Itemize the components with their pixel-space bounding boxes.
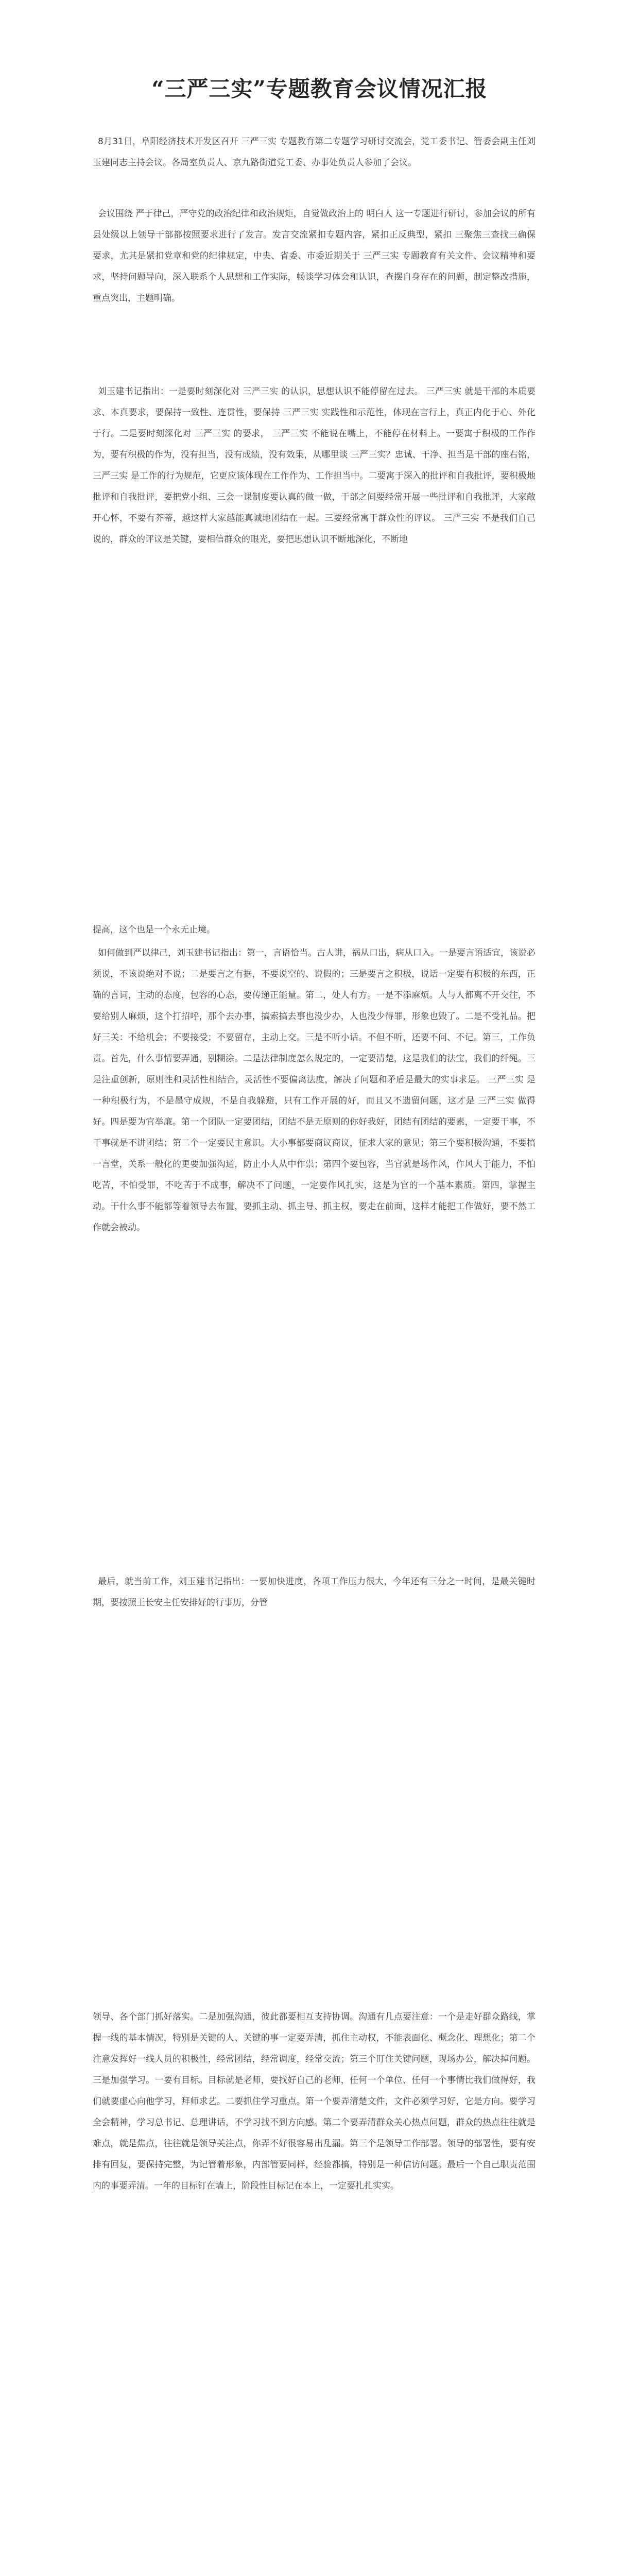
paragraph-6: 最后，就当前工作，刘玉建书记指出：一要加快进度，各项工作压力很大，今年还有三分之一时间，是最关键时期，要按照王长安主任安排好的行事历，分管 bbox=[93, 1577, 536, 1608]
paragraph-5: 如何做到严以律己，刘玉建书记指出：第一，言语恰当。古人讲，祸从口出，病从口入。一是要言语适宜，该说必须说，不该说绝对不说；二是要言之有据，不要说空的、说假的；三是要言之积极，说话一定要有积极的东西，正确的言词，主动的态度，包容的心态，要传递正能量。第二，处人有方。一是不添麻烦。人与人都离不开交往，不要给别人麻烦，这个打招呼，那个去办事，搞索搞去事也没少办，人也没少得罪，形象也毁了。二是不受礼品。把好三关：不给机会；不要接受；不要留存，主动上交。三是不听小话。不但不听，还要不问、不记。第三，工作负责。首先，什么事情要弄通，别糊涂。二是法律制度怎么规定的，一定要清楚，这是我们的法宝，我们的纤绳。三是注重创新，原则性和灵活性相结合，灵活性不要偏离法度，解决了问题和矛盾是最大的实事求是。 三严三实 是一种积极行为，不是墨守成规，不是自我躲避，只有工作开展的好，而且又不遗留问题，这才是 三严三实 做得好。四是要为官举廉。第一个团队一定要团结，团结不是无原则的你好我好，团结有团结的要素，一定要干事，不干事就是不讲团结；第二个一定要民主意识。大小事都要商议商议，征求大家的意见；第三个要积极沟通，不要搞一言堂，关系一般化的更要加强沟通，防止小人从中作祟；第四个要包容，当官就是场作风，作风大于能力，不怕吃苦，不怕受罪，不吃苦于不成事，解决不了问题，一定要作风扎实，这是为官的一个基本素质。第四，掌握主动。干什么事不能都等着领导去布置，要抓主动、抓主导、抓主权，要走在前面，这样才能把工作做好，要不然工作就会被动。 bbox=[93, 948, 536, 1233]
paragraph-3: 刘玉建书记指出：一是要时刻深化对 三严三实 的认识，思想认识不能停留在过去。 三严三实 就是干部的本质要求、本真要求，要保持一致性、连贯性，要保持 三严三实 实践性和示范性，体现在言行上，真正内化于心、外化于行。二是要时刻深化对 三严三实 的要求， 三严三实 不能说在嘴上，不能停在材料上。一要寓于积极的工作作为，要有积极的作为，没有担当，没有成绩，没有效果，从哪里谈 三严三实？忠诚、干净、担当是干部的座右铭， 三严三实 是工作的行为规范，它更应该体现在工作作为、工作担当中。二要寓于深入的批评和自我批评，要积极地批评和自我批评，要把党小组、三会一课制度要认真的做一做，干部之间要经常开展一些批评和自我批评，大家敞开心怀，不要有芥蒂，越这样大家越能真诚地团结在一起。三要经常寓于群众性的评议。 三严三实 不是我们自己说的，群众的评议是关键，要相信群众的眼光，要把思想认识不断地深化，不断地 bbox=[93, 386, 536, 545]
paragraph-4: 提高，这个也是一个永无止境。 bbox=[93, 925, 215, 935]
document-title: “三严三实”专题教育会议情况汇报 bbox=[151, 76, 488, 101]
paragraph-2: 会议围绕 严于律己，严守党的政治纪律和政治规矩，自觉做政治上的 明白人 这一专题进行研讨，参加会议的所有县处级以上领导干部都按照要求进行了发言。发言交流紧扣专题内容，紧扣正反典型，紧扣 三聚焦三查找三确保 要求，尤其是紧扣党章和党的纪律规定，中央、省委、市委近期关于 三严三实 专题教育有关文件、会议精神和要求，坚持问题导向，深入联系个人思想和工作实际，畅谈学习体会和认识，查摆自身存在的问题，制定整改措施，重点突出，主题明确。 bbox=[93, 209, 536, 303]
paragraph-1: 8月31日，阜阳经济技术开发区召开 三严三实 专题教育第二专题学习研讨交流会，党工委书记、管委会副主任刘玉建同志主持会议。各局室负责人、京九路街道党工委、办事处负责人参加了会议。 bbox=[93, 137, 536, 168]
paragraph-7: 领导、各个部门抓好落实。二是加强沟通，彼此都要相互支持协调。沟通有几点要注意：一个是走好群众路线，掌握一线的基本情况，特别是关键的人、关键的事一定要弄清，抓住主动权，不能表面化、概念化、理想化；第二个注意发挥好一线人员的积极性，经常团结，经常调度，经常交流；第三个盯住关键问题，现场办公，解决掉问题。三是加强学习。一要有目标。目标就是老师，要找好自己的老师，任何一个单位、任何一个事情比我们做得好，我们就要虚心向他学习，拜师求艺。二要抓住学习重点。第一个要弄清楚文件，文件必须学习好，它是方向。要学习全会精神，学习总书记、总理讲话，不学习找不到方向感。第二个要弄清群众关心热点问题，群众的热点往往就是难点，就是焦点，往往就是领导关注点，你弄不好很容易出乱漏。第三个是领导工作部署。领导的部署性，要有安排有回复，要保持完整，为记管着形象，内部管要同样，经验都搞，特别是一种信访问题。最后一个自己职责范围内的事要弄清。一年的目标钉在墙上，阶段性目标记在本上，一定要扎扎实实。 bbox=[93, 2012, 536, 2191]
